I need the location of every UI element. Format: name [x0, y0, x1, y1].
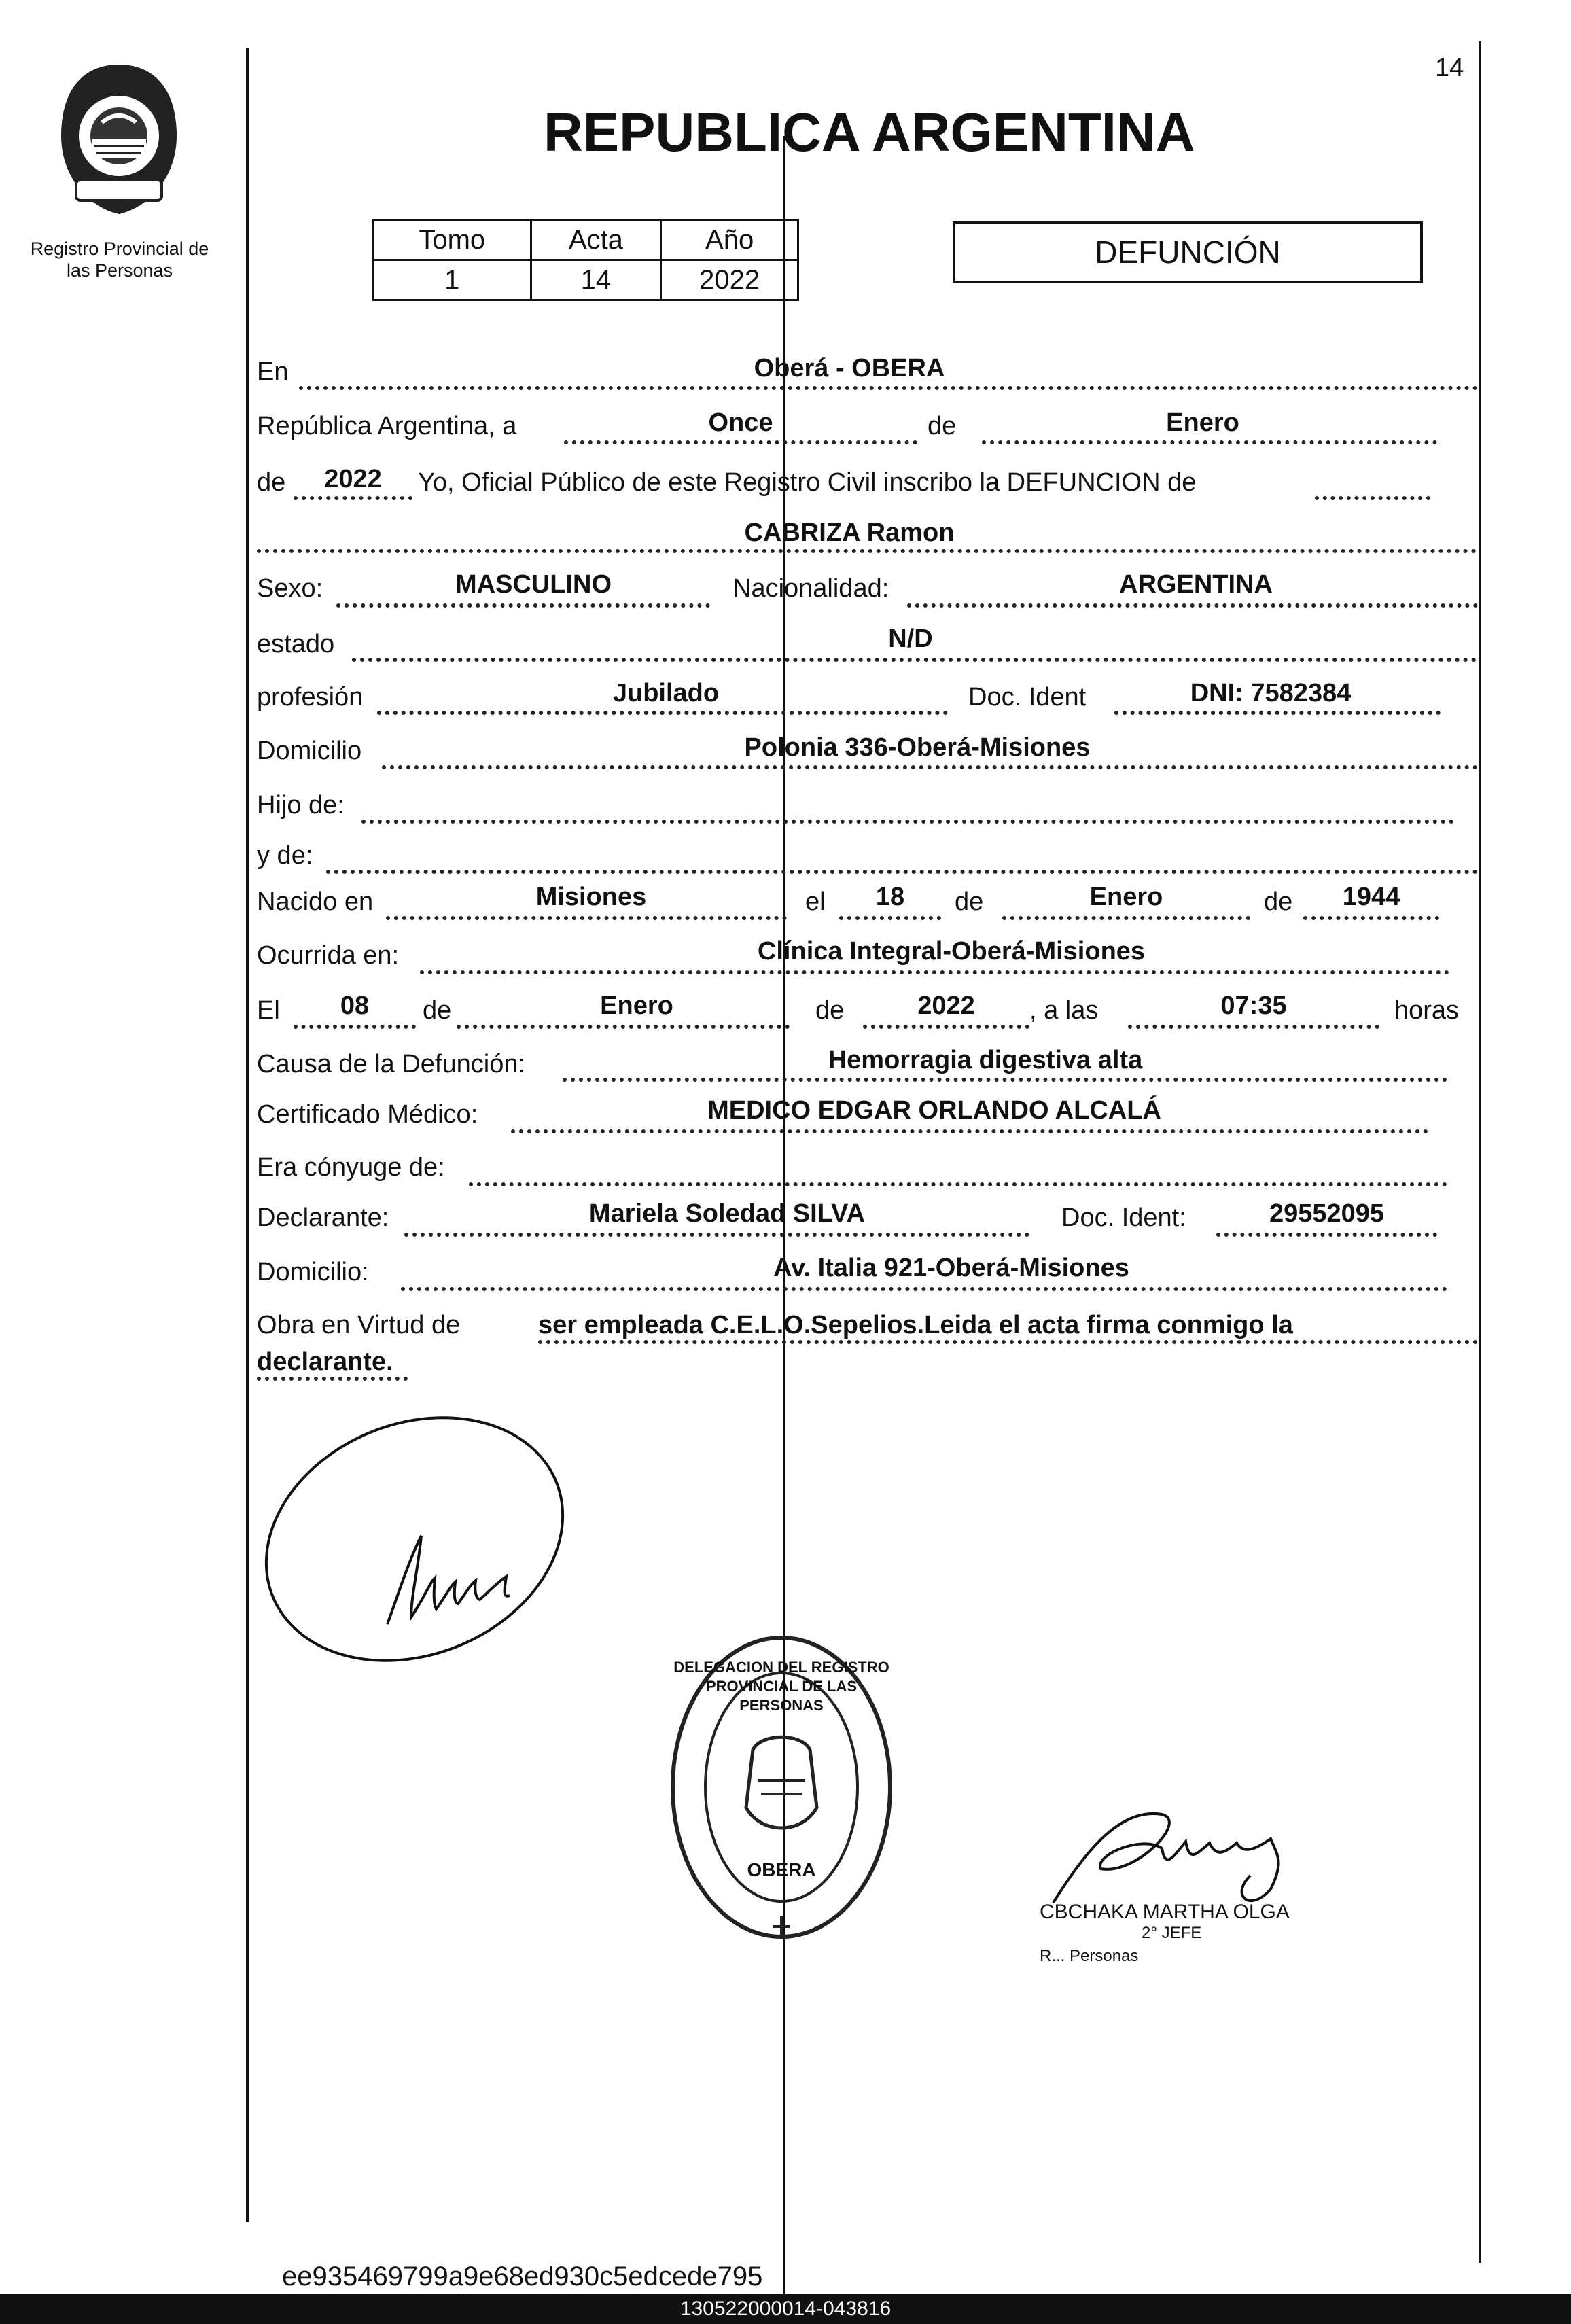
causa-label: Causa de la Defunción: — [257, 1050, 526, 1078]
horas-label: horas — [1394, 996, 1460, 1025]
ano-header: Año — [661, 220, 798, 260]
name-line — [257, 549, 1477, 553]
ocurrida-label: Ocurrida en: — [257, 941, 400, 970]
de1-label: de — [955, 887, 984, 916]
doc2-value: 29552095 — [1269, 1199, 1385, 1228]
profesion-label: profesión — [257, 683, 364, 711]
declarant-signature — [251, 1400, 584, 1678]
official-name: CBCHAKA MARTHA OLGA — [1040, 1901, 1290, 1923]
official-signature — [1026, 1794, 1332, 1916]
de3-label: de — [423, 996, 452, 1025]
domicilio-value: Polonia 336-Oberá-Misiones — [744, 733, 1091, 762]
registry-name: Registro Provincial de las Personas — [30, 239, 209, 281]
certificado-line — [511, 1129, 1428, 1133]
deceased-name: CABRIZA Ramon — [744, 518, 955, 547]
month-line — [982, 440, 1437, 444]
yde-label: y de: — [257, 841, 313, 870]
doc2-label: Doc. Ident: — [1061, 1203, 1186, 1232]
domicilio2-line — [401, 1287, 1447, 1291]
profesion-line — [377, 711, 948, 715]
birth-year-line — [1303, 916, 1439, 920]
nacionalidad-value: ARGENTINA — [1119, 570, 1273, 599]
obra-value-2: declarante. — [257, 1348, 393, 1376]
death-day: 08 — [340, 991, 370, 1020]
province-logo — [54, 61, 183, 217]
inscribe-line — [1315, 496, 1430, 500]
obra-value: ser empleada C.E.L.O.Sepelios.Leida el acta firma conmigo la — [538, 1311, 1293, 1339]
estado-value: N/D — [888, 624, 933, 653]
birth-month-line — [1002, 916, 1250, 920]
domicilio-line — [382, 765, 1478, 769]
en-label: En — [257, 357, 289, 386]
en-line — [299, 386, 1478, 390]
year-value: 2022 — [324, 465, 382, 493]
scan-center-line — [783, 136, 786, 2324]
causa-value: Hemorragia digestiva alta — [828, 1046, 1143, 1074]
de-year-label: de — [257, 468, 286, 497]
hijo-line — [361, 820, 1454, 824]
de4-label: de — [815, 996, 845, 1025]
domicilio2-label: Domicilio: — [257, 1258, 369, 1286]
register-table — [372, 219, 799, 301]
page-number: 14 — [1435, 54, 1464, 82]
hijo-label: Hijo de: — [257, 791, 345, 820]
sexo-label: Sexo: — [257, 574, 323, 603]
alas-label: , a las — [1029, 996, 1099, 1025]
ocurrida-value: Clínica Integral-Oberá-Misiones — [757, 937, 1146, 966]
stamp-city: OBERA — [747, 1859, 816, 1880]
acta-header: Acta — [531, 220, 661, 260]
death-month: Enero — [600, 991, 673, 1020]
death-year-line — [863, 1025, 1029, 1029]
birth-month: Enero — [1089, 883, 1163, 911]
domicilio-label: Domicilio — [257, 737, 362, 765]
republica-label: República Argentina, a — [257, 412, 517, 440]
death-month-line — [457, 1025, 790, 1029]
doc-label: Doc. Ident — [968, 683, 1087, 711]
domicilio2-value: Av. Italia 921-Oberá-Misiones — [773, 1254, 1129, 1282]
death-time: 07:35 — [1220, 991, 1287, 1020]
el2-label: El — [257, 996, 280, 1025]
estado-label: estado — [257, 630, 335, 658]
sexo-value: MASCULINO — [455, 570, 612, 599]
doc-value: DNI: 7582384 — [1190, 679, 1352, 707]
de-label: de — [928, 412, 957, 440]
ano-value: 2022 — [661, 260, 798, 300]
footer-code: 130522000014-043816 — [679, 2297, 892, 2320]
nacido-value: Misiones — [535, 883, 647, 911]
nacionalidad-line — [907, 603, 1478, 608]
right-margin-line — [1479, 41, 1481, 2263]
nacionalidad-label: Nacionalidad: — [732, 574, 889, 603]
stamp-text: DELEGACION DEL REGISTRO PROVINCIAL DE LAS PERSONAS — [673, 1659, 889, 1714]
declarante-label: Declarante: — [257, 1203, 389, 1232]
doc-line — [1114, 711, 1441, 715]
month-value: Enero — [1166, 408, 1239, 437]
yde-line — [326, 870, 1478, 874]
death-year: 2022 — [917, 991, 975, 1020]
left-margin-line — [246, 48, 249, 2222]
sexo-line — [336, 603, 710, 608]
de2-label: de — [1264, 887, 1293, 916]
footer-bar — [0, 2294, 1571, 2324]
death-time-line — [1128, 1025, 1379, 1029]
nacido-label: Nacido en — [257, 887, 374, 916]
document-title: REPUBLICA ARGENTINA — [544, 102, 1195, 162]
record-type-box: DEFUNCIÓN — [953, 221, 1423, 283]
official-title: 2° JEFE — [1142, 1924, 1202, 1942]
inscribe-text: Yo, Oficial Público de este Registro Civil inscribo la DEFUNCION de — [418, 468, 1197, 497]
birth-day-line — [839, 916, 941, 920]
obra-line — [538, 1340, 1478, 1344]
declarante-line — [404, 1233, 1029, 1237]
profesion-value: Jubilado — [612, 679, 720, 707]
conyuge-label: Era cónyuge de: — [257, 1153, 445, 1182]
causa-line — [563, 1078, 1447, 1082]
birth-year: 1944 — [1342, 883, 1400, 911]
ocurrida-line — [420, 970, 1449, 974]
estado-line — [352, 658, 1477, 662]
obra-label: Obra en Virtud de — [257, 1311, 461, 1339]
nacido-line — [386, 916, 787, 920]
death-day-line — [294, 1025, 416, 1029]
declarante-value: Mariela Soledad SILVA — [588, 1199, 866, 1228]
document-hash: ee935469799a9e68ed930c5edcede795 — [282, 2261, 763, 2291]
en-value: Oberá - OBERA — [754, 354, 945, 383]
doc2-line — [1216, 1233, 1437, 1237]
conyuge-line — [469, 1182, 1447, 1186]
obra-line-2 — [257, 1377, 408, 1381]
birth-day: 18 — [875, 883, 905, 911]
official-stamp — [666, 1631, 897, 1943]
el-label: el — [805, 887, 826, 916]
certificado-label: Certificado Médico: — [257, 1100, 478, 1129]
day-value: Once — [708, 408, 773, 437]
official-office: R... Personas — [1040, 1947, 1139, 1965]
day-line — [564, 440, 917, 444]
tomo-header: Tomo — [374, 220, 531, 260]
tomo-value: 1 — [374, 260, 531, 300]
acta-value: 14 — [531, 260, 661, 300]
certificado-value: MEDICO EDGAR ORLANDO ALCALÁ — [707, 1096, 1161, 1125]
year-line — [294, 496, 412, 500]
